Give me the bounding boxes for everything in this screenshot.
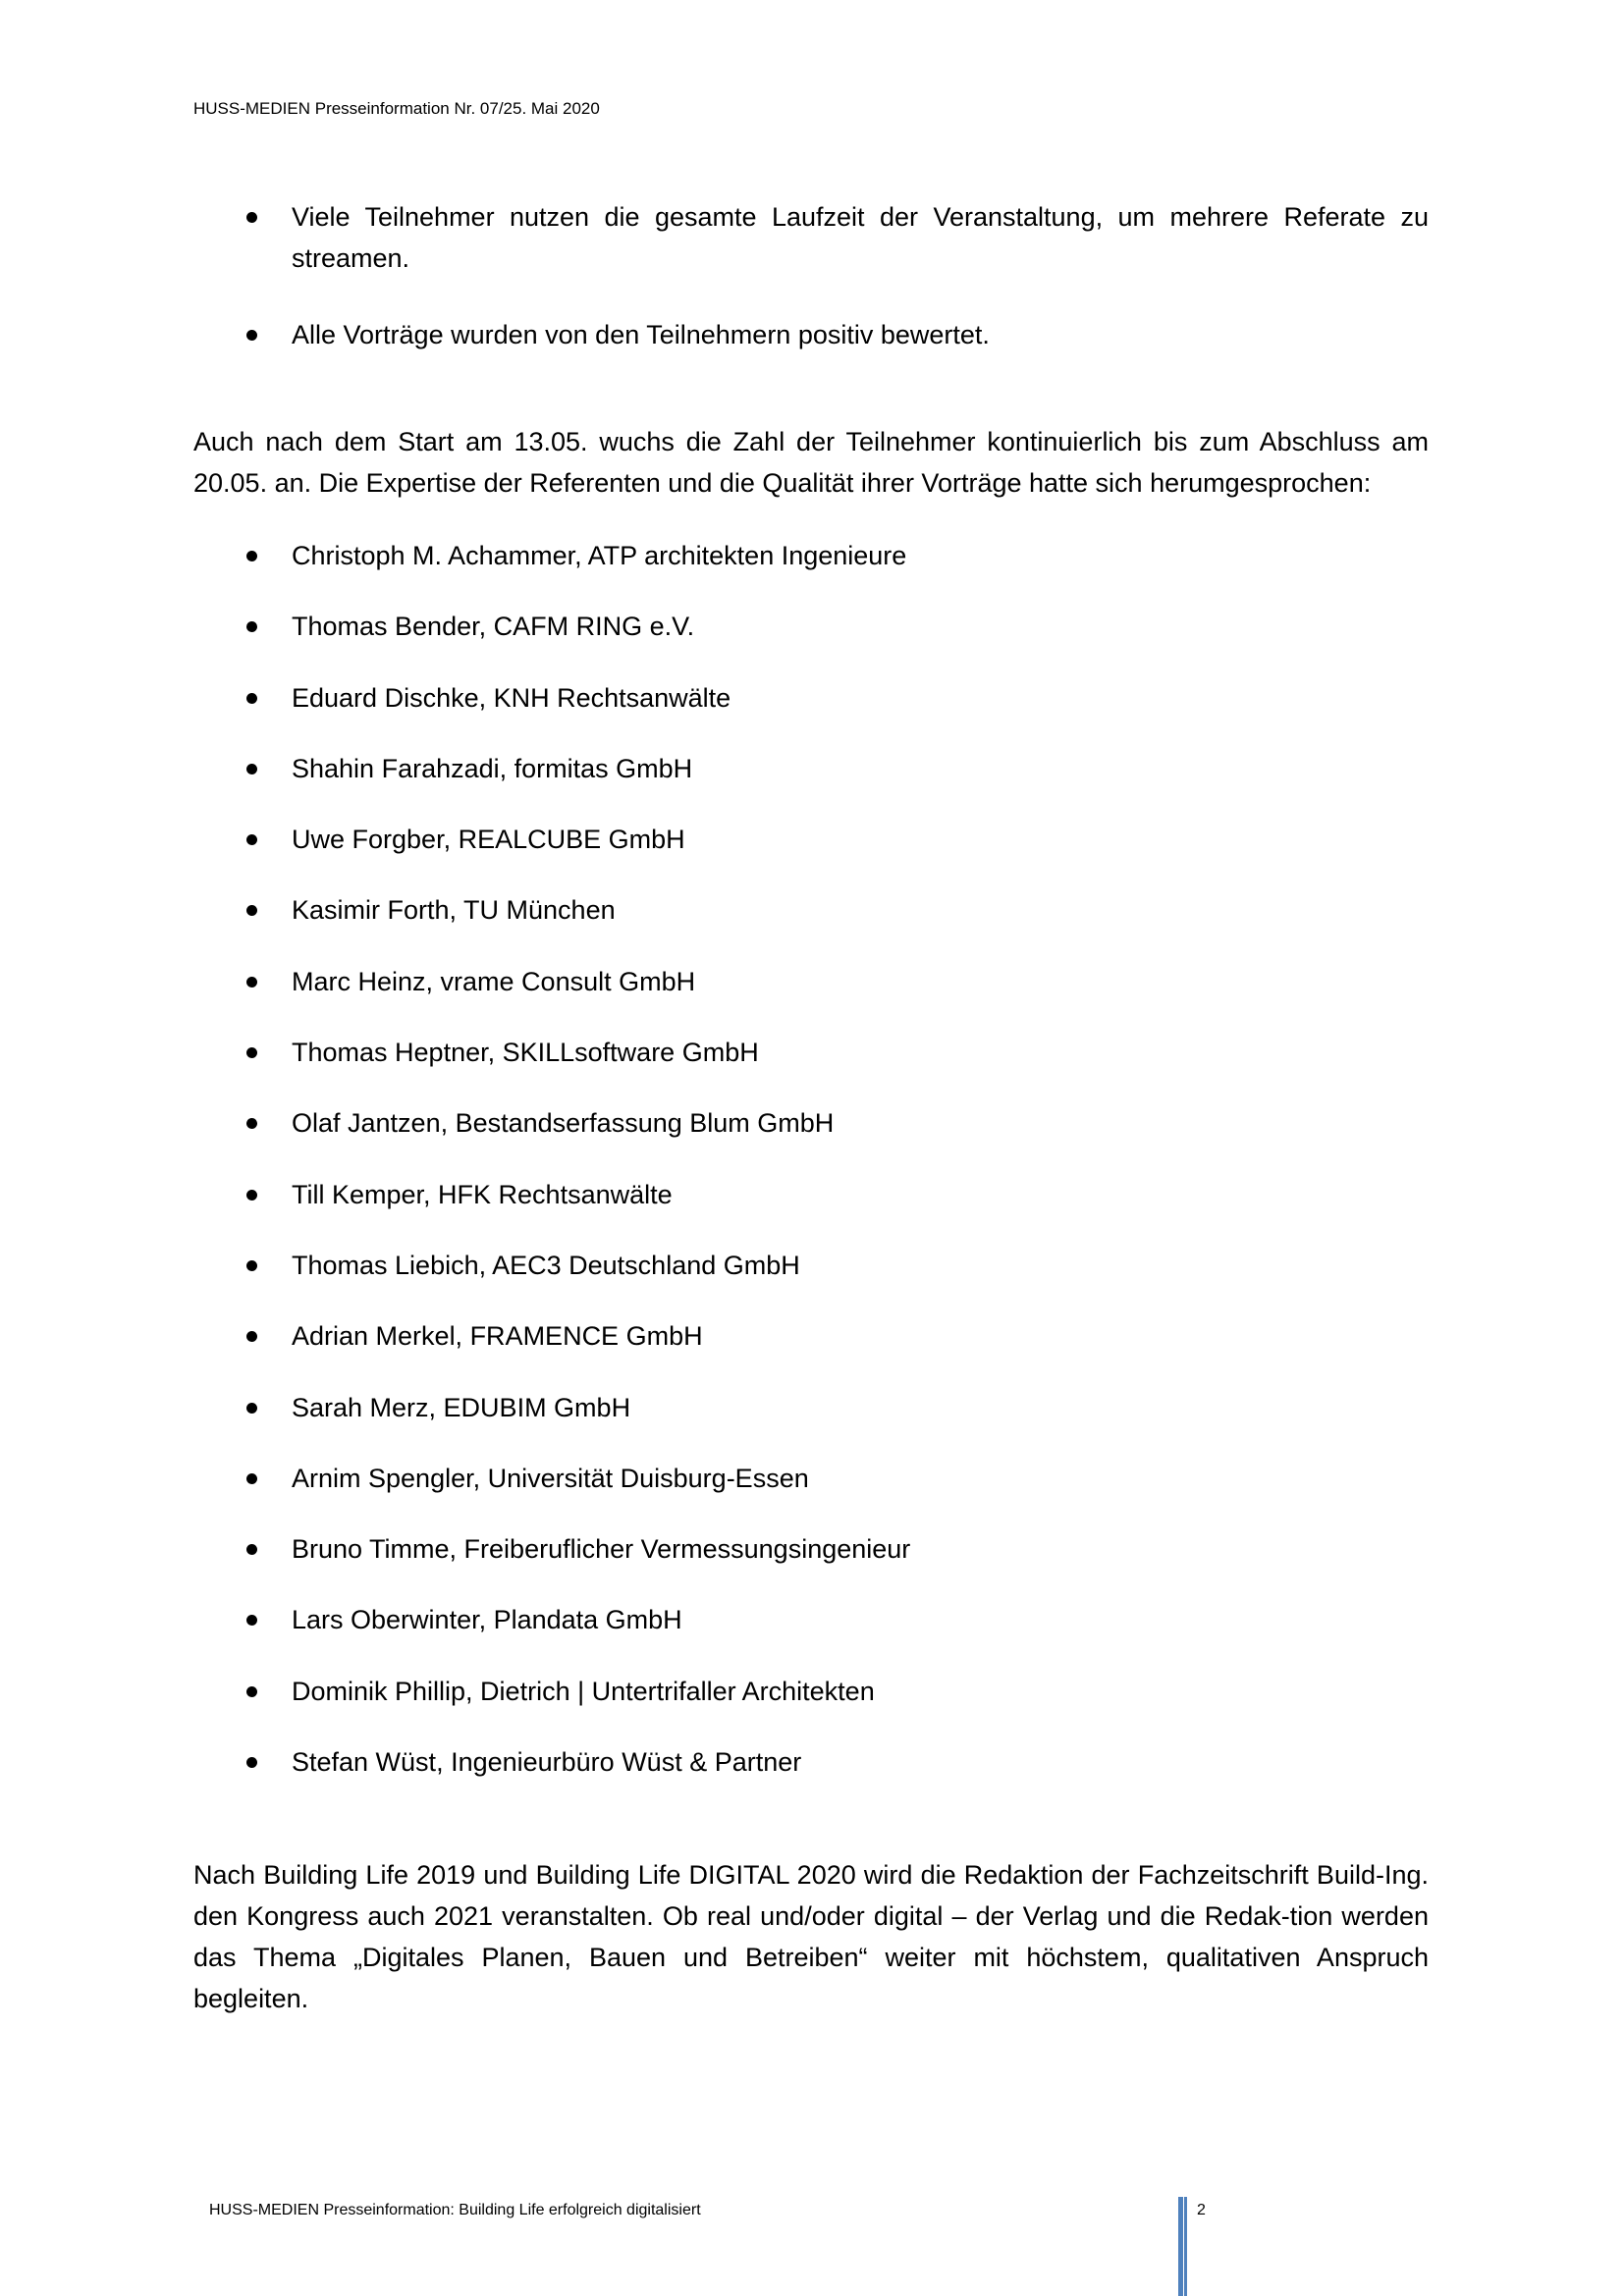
bullet-icon bbox=[246, 330, 257, 341]
speaker-item bbox=[193, 1599, 1429, 1670]
list-item bbox=[193, 314, 1429, 355]
speaker-name: Thomas Bender, CAFM RING e.V. bbox=[292, 612, 695, 642]
bullet-icon bbox=[246, 551, 257, 561]
speaker-item bbox=[193, 535, 1429, 606]
speaker-item bbox=[193, 1671, 1429, 1741]
footer-accent-bar bbox=[1178, 2197, 1187, 2296]
list-item-text: Viele Teilnehmer nutzen die gesamte Laufzeit der Veranstaltung, um mehrere Referate zu streamen. bbox=[292, 202, 1429, 273]
speaker-name: Christoph M. Achammer, ATP architekten Ingenieure bbox=[292, 541, 907, 570]
bullet-icon bbox=[246, 212, 257, 223]
page-header: HUSS-MEDIEN Presseinformation Nr. 07/25. Mai 2020 bbox=[193, 99, 600, 118]
speaker-name: Adrian Merkel, FRAMENCE GmbH bbox=[292, 1321, 703, 1352]
bullet-icon bbox=[246, 977, 257, 988]
bullet-icon bbox=[246, 1331, 257, 1342]
speaker-name: Arnim Spengler, Universität Duisburg-Essen bbox=[292, 1463, 809, 1493]
speaker-item bbox=[193, 1032, 1429, 1102]
speaker-name: Thomas Liebich, AEC3 Deutschland GmbH bbox=[292, 1250, 800, 1280]
speaker-name: Sarah Merz, EDUBIM GmbH bbox=[292, 1392, 631, 1422]
speaker-item bbox=[193, 1458, 1429, 1528]
list-item-text: Alle Vorträge wurden von den Teilnehmern positiv bewertet. bbox=[292, 320, 990, 349]
bullet-icon bbox=[246, 1686, 257, 1697]
bullet-icon bbox=[246, 693, 257, 704]
speaker-name: Bruno Timme, Freiberuflicher Vermessungsingenieur bbox=[292, 1534, 911, 1565]
speaker-item bbox=[193, 1528, 1429, 1599]
bullet-icon bbox=[246, 1190, 257, 1201]
bullet-icon bbox=[246, 1473, 257, 1484]
bullet-icon bbox=[246, 1615, 257, 1626]
speaker-name: Marc Heinz, vrame Consult GmbH bbox=[292, 966, 696, 996]
speaker-item bbox=[193, 1387, 1429, 1458]
bullet-icon bbox=[246, 1544, 257, 1555]
speaker-item bbox=[193, 1102, 1429, 1173]
speaker-name: Kasimir Forth, TU München bbox=[292, 895, 616, 926]
bullet-icon bbox=[246, 1047, 257, 1058]
intro-bullet-list bbox=[193, 196, 1429, 355]
bullet-icon bbox=[246, 1118, 257, 1129]
speaker-name: Eduard Dischke, KNH Rechtsanwälte bbox=[292, 682, 731, 713]
speaker-name: Thomas Heptner, SKILLsoftware GmbH bbox=[292, 1038, 759, 1068]
speaker-name: Till Kemper, HFK Rechtsanwälte bbox=[292, 1179, 673, 1209]
footer-title: HUSS-MEDIEN Presseinformation: Building Life erfolgreich digitalisiert bbox=[209, 2202, 701, 2218]
speaker-item bbox=[193, 1174, 1429, 1245]
bullet-icon bbox=[246, 1403, 257, 1414]
speaker-name: Olaf Jantzen, Bestandserfassung Blum GmbH bbox=[292, 1108, 835, 1139]
speaker-item bbox=[193, 748, 1429, 819]
speaker-name: Shahin Farahzadi, formitas GmbH bbox=[292, 753, 693, 783]
speaker-list bbox=[193, 535, 1429, 1812]
paragraph-participants: Auch nach dem Start am 13.05. wuchs die Zahl der Teilnehmer kontinuierlich bis zum Abschluss am 20.05. an. Die Expertise der Referenten und die Qualität ihrer Vorträge hatte sich herumgesprochen: bbox=[193, 427, 1429, 498]
speaker-item bbox=[193, 606, 1429, 676]
speaker-name: Dominik Phillip, Dietrich | Untertrifaller Architekten bbox=[292, 1676, 875, 1706]
speaker-name: Uwe Forgber, REALCUBE GmbH bbox=[292, 825, 685, 855]
footer-bar-thick bbox=[1178, 2197, 1183, 2296]
bullet-icon bbox=[246, 621, 257, 632]
bullet-icon bbox=[246, 1260, 257, 1271]
page-number: 2 bbox=[1197, 2202, 1206, 2218]
speaker-item bbox=[193, 1245, 1429, 1315]
bullet-icon bbox=[246, 834, 257, 845]
speaker-name: Lars Oberwinter, Plandata GmbH bbox=[292, 1605, 682, 1635]
bullet-icon bbox=[246, 764, 257, 774]
bullet-icon bbox=[246, 905, 257, 916]
speaker-item bbox=[193, 889, 1429, 960]
speaker-item bbox=[193, 1741, 1429, 1812]
bullet-icon bbox=[246, 1757, 257, 1768]
paragraph-outlook: Nach Building Life 2019 und Building Life DIGITAL 2020 wird die Redaktion der Fachzeitschrift Build-Ing. den Kongress auch 2021 veranstalten. Ob real und/oder digital – der Verlag und die Redak-tion werden das Thema „Digitales Planen, Bauen und Betreiben“ weiter mit höchstem, qualitativen Anspruch begleiten. bbox=[193, 1860, 1429, 2013]
speaker-name: Stefan Wüst, Ingenieurbüro Wüst & Partner bbox=[292, 1747, 802, 1778]
speaker-item bbox=[193, 961, 1429, 1032]
speaker-item bbox=[193, 819, 1429, 889]
list-item bbox=[193, 196, 1429, 279]
speaker-item bbox=[193, 1315, 1429, 1386]
footer-bar-thin bbox=[1184, 2197, 1187, 2296]
speaker-item bbox=[193, 677, 1429, 748]
